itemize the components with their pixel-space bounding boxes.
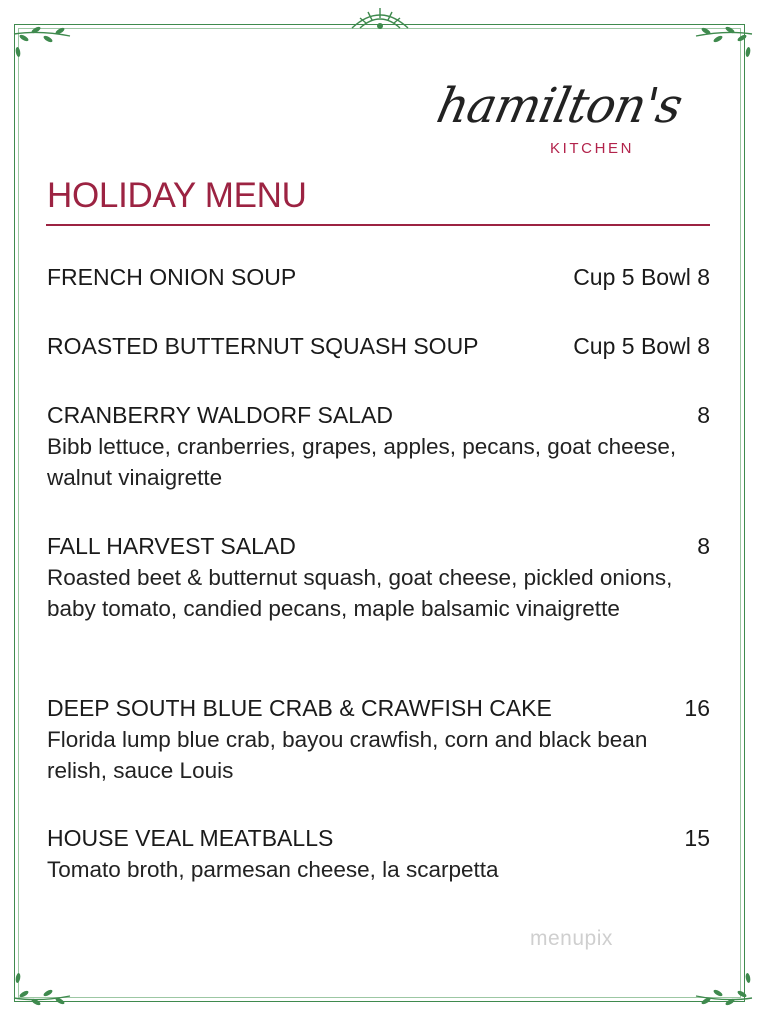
menu-item — [47, 402, 710, 493]
item-price: 15 — [684, 825, 710, 851]
item-name: HOUSE VEAL MEATBALLS — [47, 825, 334, 851]
menu-title: HOLIDAY MENU — [47, 176, 307, 215]
corner-leaf-icon — [692, 26, 756, 66]
item-name: CRANBERRY WALDORF SALAD — [47, 402, 393, 428]
menu-item — [47, 695, 710, 786]
logo-subtitle: KITCHEN — [550, 140, 635, 157]
logo-script-text: hamilton's — [432, 78, 687, 134]
item-price: 16 — [684, 695, 710, 721]
menu-item — [47, 264, 710, 291]
item-description: Tomato broth, parmesan cheese, la scarpetta — [47, 857, 499, 882]
corner-leaf-icon — [10, 960, 74, 1006]
item-price: Cup 5 Bowl 8 — [573, 333, 710, 359]
item-name: DEEP SOUTH BLUE CRAB & CRAWFISH CAKE — [47, 695, 552, 721]
corner-leaf-icon — [692, 960, 756, 1006]
item-price: 8 — [697, 533, 710, 559]
item-name: FRENCH ONION SOUP — [47, 264, 297, 290]
menu-item — [47, 333, 710, 360]
item-description: Roasted beet & butternut squash, goat cheese, pickled onions, baby tomato, candied pecans, maple balsamic vinaigrette — [47, 565, 673, 621]
restaurant-logo — [430, 68, 690, 164]
item-name: FALL HARVEST SALAD — [47, 533, 296, 559]
menu-item — [47, 825, 710, 885]
item-price: 8 — [697, 402, 710, 428]
top-ornament-icon — [340, 4, 420, 34]
menu-item — [47, 533, 710, 624]
item-name: ROASTED BUTTERNUT SQUASH SOUP — [47, 333, 479, 359]
corner-leaf-icon — [10, 26, 74, 66]
title-divider — [46, 224, 710, 226]
watermark: menupix — [530, 927, 613, 950]
item-description: Florida lump blue crab, bayou crawfish, corn and black bean relish, sauce Louis — [47, 727, 648, 783]
item-price: Cup 5 Bowl 8 — [573, 264, 710, 290]
item-description: Bibb lettuce, cranberries, grapes, apples, pecans, goat cheese, walnut vinaigrette — [47, 434, 677, 490]
